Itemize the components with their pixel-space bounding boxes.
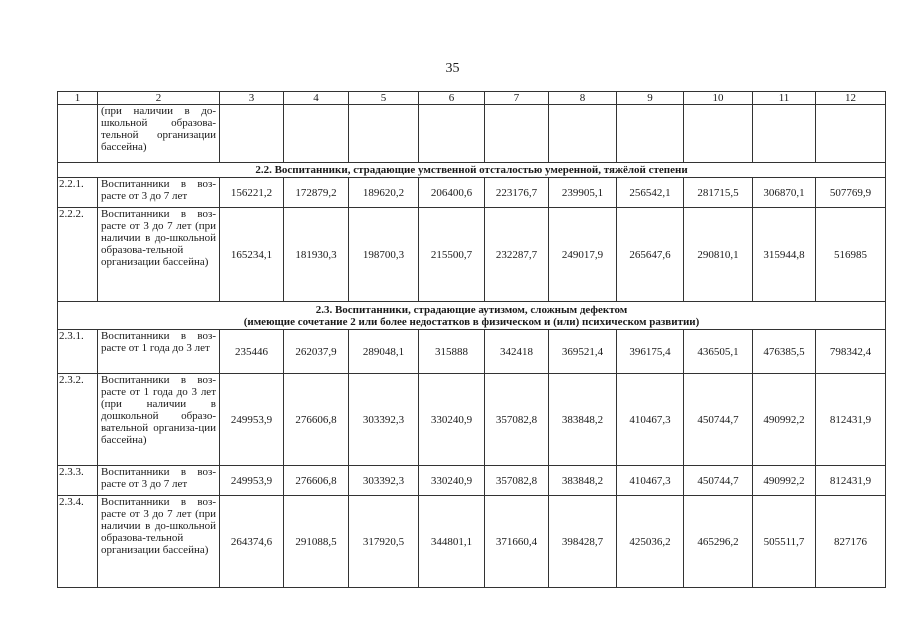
- value-cell: 357082,8: [485, 466, 549, 496]
- table-row: [58, 105, 886, 163]
- value-cell: 344801,1: [419, 496, 485, 588]
- value-cell: 476385,5: [753, 330, 816, 374]
- value-cell: 249953,9: [220, 466, 284, 496]
- value-cell: 235446: [220, 330, 284, 374]
- value-cell: 436505,1: [684, 330, 753, 374]
- value-cell: 827176: [816, 496, 886, 588]
- value-cell: [753, 105, 816, 163]
- value-cell: 239905,1: [549, 178, 617, 208]
- section-title-line: (имеющие сочетание 2 или более недостатков в физическом и (или) психическом развитии): [243, 315, 700, 328]
- section-row: [58, 163, 886, 178]
- row-description: Воспитанники в воз-расте от 3 до 7 лет (при наличии в до-школьной образова-тельной организации бассейна): [98, 496, 220, 588]
- header-cell: 2: [98, 92, 220, 105]
- value-cell: 425036,2: [617, 496, 684, 588]
- table-row: [58, 178, 886, 208]
- value-cell: 450744,7: [684, 374, 753, 466]
- value-cell: 465296,2: [684, 496, 753, 588]
- value-cell: 315944,8: [753, 208, 816, 302]
- value-cell: 371660,4: [485, 496, 549, 588]
- value-cell: 315888: [419, 330, 485, 374]
- value-cell: 330240,9: [419, 466, 485, 496]
- value-cell: 290810,1: [684, 208, 753, 302]
- value-cell: 303392,3: [349, 374, 419, 466]
- value-cell: 398428,7: [549, 496, 617, 588]
- value-cell: 156221,2: [220, 178, 284, 208]
- value-cell: 507769,9: [816, 178, 886, 208]
- value-cell: 264374,6: [220, 496, 284, 588]
- value-cell: 383848,2: [549, 374, 617, 466]
- table-row: [58, 330, 886, 374]
- row-code: 2.3.2.: [58, 374, 98, 466]
- section-title: 2.2. Воспитанники, страдающие умственной отсталостью умеренной, тяжёлой степени: [58, 163, 886, 178]
- value-cell: 490992,2: [753, 374, 816, 466]
- value-cell: 265647,6: [617, 208, 684, 302]
- section-title-line: 2.3. Воспитанники, страдающие аутизмом, сложным дефектом: [315, 303, 628, 316]
- value-cell: 206400,6: [419, 178, 485, 208]
- value-cell: 281715,5: [684, 178, 753, 208]
- value-cell: 249953,9: [220, 374, 284, 466]
- row-description: Воспитанники в воз-расте от 3 до 7 лет (при наличии в до-школьной образова-тельной организации бассейна): [98, 208, 220, 302]
- row-description: (при наличии в до-школьной образова-тельной организации бассейна): [98, 105, 220, 163]
- value-cell: 165234,1: [220, 208, 284, 302]
- page-number: 35: [445, 61, 460, 76]
- row-description: Воспитанники в воз-расте от 1 года до 3 лет: [98, 330, 220, 374]
- header-cell: 6: [419, 92, 485, 105]
- row-code: [58, 105, 98, 163]
- header-cell: 12: [816, 92, 886, 105]
- value-cell: 383848,2: [549, 466, 617, 496]
- value-cell: 256542,1: [617, 178, 684, 208]
- value-cell: [220, 105, 284, 163]
- value-cell: 232287,7: [485, 208, 549, 302]
- header-cell: 11: [753, 92, 816, 105]
- value-cell: 410467,3: [617, 374, 684, 466]
- row-description: Воспитанники в воз-расте от 3 до 7 лет: [98, 178, 220, 208]
- value-cell: 291088,5: [284, 496, 349, 588]
- tariff-table: [57, 91, 886, 588]
- value-cell: [816, 105, 886, 163]
- value-cell: 798342,4: [816, 330, 886, 374]
- value-cell: 357082,8: [485, 374, 549, 466]
- header-cell: 7: [485, 92, 549, 105]
- value-cell: [684, 105, 753, 163]
- value-cell: 410467,3: [617, 466, 684, 496]
- value-cell: 450744,7: [684, 466, 753, 496]
- header-cell: 10: [684, 92, 753, 105]
- value-cell: 505511,7: [753, 496, 816, 588]
- header-cell: 1: [58, 92, 98, 105]
- section-title: [58, 302, 886, 330]
- section-row: [58, 302, 886, 330]
- table-row: [58, 208, 886, 302]
- value-cell: [419, 105, 485, 163]
- row-code: 2.3.4.: [58, 496, 98, 588]
- value-cell: 262037,9: [284, 330, 349, 374]
- value-cell: 276606,8: [284, 374, 349, 466]
- header-cell: 3: [220, 92, 284, 105]
- value-cell: [617, 105, 684, 163]
- header-cell: 8: [549, 92, 617, 105]
- value-cell: 490992,2: [753, 466, 816, 496]
- row-code: 2.3.1.: [58, 330, 98, 374]
- table-row: [58, 496, 886, 588]
- value-cell: 249017,9: [549, 208, 617, 302]
- header-cell: 9: [617, 92, 684, 105]
- value-cell: 342418: [485, 330, 549, 374]
- value-cell: 516985: [816, 208, 886, 302]
- value-cell: 172879,2: [284, 178, 349, 208]
- value-cell: 369521,4: [549, 330, 617, 374]
- value-cell: 189620,2: [349, 178, 419, 208]
- row-code: 2.3.3.: [58, 466, 98, 496]
- header-cell: 4: [284, 92, 349, 105]
- value-cell: 223176,7: [485, 178, 549, 208]
- value-cell: 396175,4: [617, 330, 684, 374]
- value-cell: [284, 105, 349, 163]
- value-cell: 276606,8: [284, 466, 349, 496]
- value-cell: 198700,3: [349, 208, 419, 302]
- header-row: [58, 92, 886, 105]
- value-cell: 317920,5: [349, 496, 419, 588]
- row-description: Воспитанники в воз-расте от 3 до 7 лет: [98, 466, 220, 496]
- table-row: [58, 466, 886, 496]
- row-code: 2.2.1.: [58, 178, 98, 208]
- row-code: 2.2.2.: [58, 208, 98, 302]
- header-cell: 5: [349, 92, 419, 105]
- row-description: Воспитанники в воз-расте от 1 года до 3 лет (при наличии в дошкольной образо-вательной организа-ции бассейна): [98, 374, 220, 466]
- value-cell: 289048,1: [349, 330, 419, 374]
- value-cell: 181930,3: [284, 208, 349, 302]
- value-cell: [485, 105, 549, 163]
- value-cell: 215500,7: [419, 208, 485, 302]
- value-cell: 812431,9: [816, 466, 886, 496]
- value-cell: 812431,9: [816, 374, 886, 466]
- table-row: [58, 374, 886, 466]
- value-cell: [349, 105, 419, 163]
- value-cell: 303392,3: [349, 466, 419, 496]
- value-cell: 306870,1: [753, 178, 816, 208]
- value-cell: 330240,9: [419, 374, 485, 466]
- value-cell: [549, 105, 617, 163]
